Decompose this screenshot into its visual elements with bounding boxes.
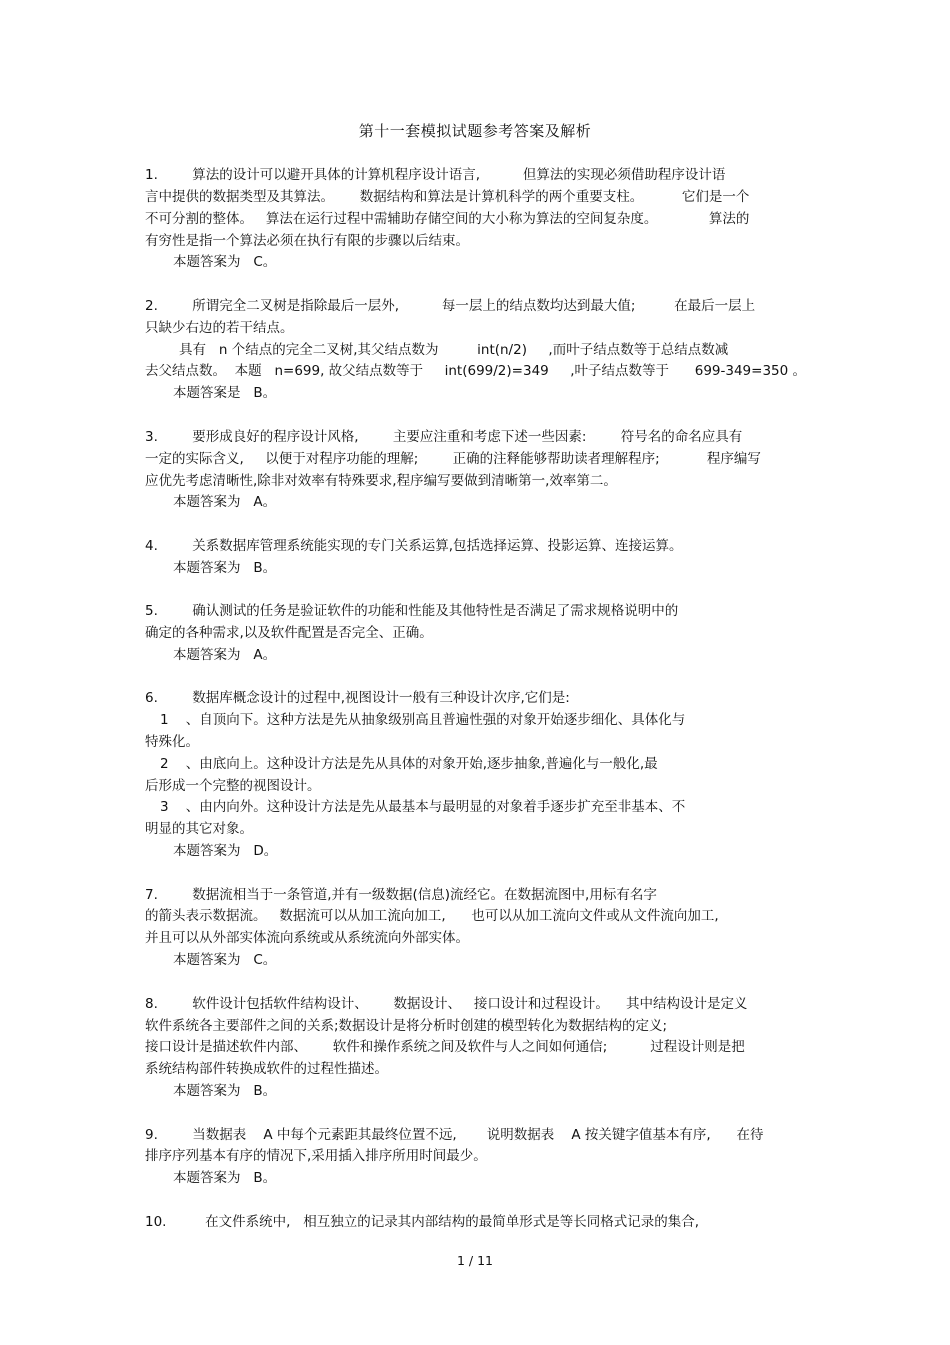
text-line: 排序序列基本有序的情况下,采用插入排序所用时间最少。 <box>145 1148 487 1164</box>
answer-line: 本题答案是 B。 <box>173 385 277 401</box>
answer-line: 本题答案为 B。 <box>173 1083 277 1099</box>
text-line: 1. 算法的设计可以避开具体的计算机程序设计语言, 但算法的实现必须借助程序设计语 <box>145 167 726 183</box>
text-line: 3 、由内向外。这种设计方法是先从最基本与最明显的对象着手逐步扩充至非基本、不 <box>160 799 686 815</box>
answer-line: 本题答案为 C。 <box>173 952 277 968</box>
text-line: 软件系统各主要部件之间的关系;数据设计是将分析时创建的模型转化为数据结构的定义; <box>145 1018 668 1034</box>
page-number: 1 / 11 <box>456 1253 494 1268</box>
text-line: 并且可以从外部实体流向系统或从系统流向外部实体。 <box>145 930 469 946</box>
text-line: 1 、自顶向下。这种方法是先从抽象级别高且普遍性强的对象开始逐步细化、具体化与 <box>160 712 686 728</box>
text-line: 明显的其它对象。 <box>145 821 253 837</box>
text-line: 3. 要形成良好的程序设计风格, 主要应注重和考虑下述一些因素: 符号名的命名应具有 <box>145 429 743 445</box>
text-line: 特殊化。 <box>145 734 199 750</box>
text-line: 8. 软件设计包括软件结构设计、 数据设计、 接口设计和过程设计。 其中结构设计是定义 <box>145 996 748 1012</box>
text-line: 2. 所谓完全二叉树是指除最后一层外, 每一层上的结点数均达到最大值; 在最后一层上 <box>145 298 756 314</box>
answer-line: 本题答案为 A。 <box>173 647 277 663</box>
text-line: 去父结点数。 本题 n=699, 故父结点数等于 int(699/2)=349 ,叶子结点数等于 699-349=350 。 <box>145 363 807 379</box>
text-line: 10. 在文件系统中, 相互独立的记录其内部结构的最简单形式是等长同格式记录的集合, <box>145 1214 700 1230</box>
text-line: 6. 数据库概念设计的过程中,视图设计一般有三种设计次序,它们是: <box>145 690 570 706</box>
text-line: 言中提供的数据类型及其算法。 数据结构和算法是计算机科学的两个重要支柱。 它们是一个 <box>145 189 750 205</box>
text-line: 具有 n 个结点的完全二叉树,其父结点数为 int(n/2) ,而叶子结点数等于总结点数减 <box>179 342 729 358</box>
answer-line: 本题答案为 B。 <box>173 1170 277 1186</box>
text-line: 系统结构部件转换成软件的过程性描述。 <box>145 1061 388 1077</box>
answer-line: 本题答案为 B。 <box>173 560 277 576</box>
text-line: 只缺少右边的若干结点。 <box>145 320 294 336</box>
text-line: 4. 关系数据库管理系统能实现的专门关系运算,包括选择运算、投影运算、连接运算。 <box>145 538 683 554</box>
text-line: 有穷性是指一个算法必须在执行有限的步骤以后结束。 <box>145 233 469 249</box>
text-line: 接口设计是描述软件内部、 软件和操作系统之间及软件与人之间如何通信; 过程设计则是把 <box>145 1039 745 1055</box>
text-line: 应优先考虑清晰性,除非对效率有特殊要求,程序编写要做到清晰第一,效率第二。 <box>145 473 617 489</box>
text-line: 确定的各种需求,以及软件配置是否完全、正确。 <box>145 625 433 641</box>
text-line: 2 、由底向上。这种设计方法是先从具体的对象开始,逐步抽象,普遍化与一般化,最 <box>160 756 658 772</box>
text-line: 不可分割的整体。 算法在运行过程中需辅助存储空间的大小称为算法的空间复杂度。 算法的 <box>145 211 750 227</box>
page-title: 第十一套模拟试题参考答案及解析 <box>358 122 592 140</box>
text-line: 一定的实际含义, 以便于对程序功能的理解; 正确的注释能够帮助读者理解程序; 程序编写 <box>145 451 761 467</box>
answer-line: 本题答案为 D。 <box>173 843 278 859</box>
text-line: 7. 数据流相当于一条管道,并有一级数据(信息)流经它。在数据流图中,用标有名字 <box>145 887 657 903</box>
text-line: 后形成一个完整的视图设计。 <box>145 778 321 794</box>
text-line: 9. 当数据表 A 中每个元素距其最终位置不远, 说明数据表 A 按关键字值基本有序, 在待 <box>145 1127 764 1143</box>
text-line: 5. 确认测试的任务是验证软件的功能和性能及其他特性是否满足了需求规格说明中的 <box>145 603 679 619</box>
text-line: 的箭头表示数据流。 数据流可以从加工流向加工, 也可以从加工流向文件或从文件流向加工, <box>145 908 719 924</box>
answer-line: 本题答案为 A。 <box>173 494 277 510</box>
answer-line: 本题答案为 C。 <box>173 254 277 270</box>
